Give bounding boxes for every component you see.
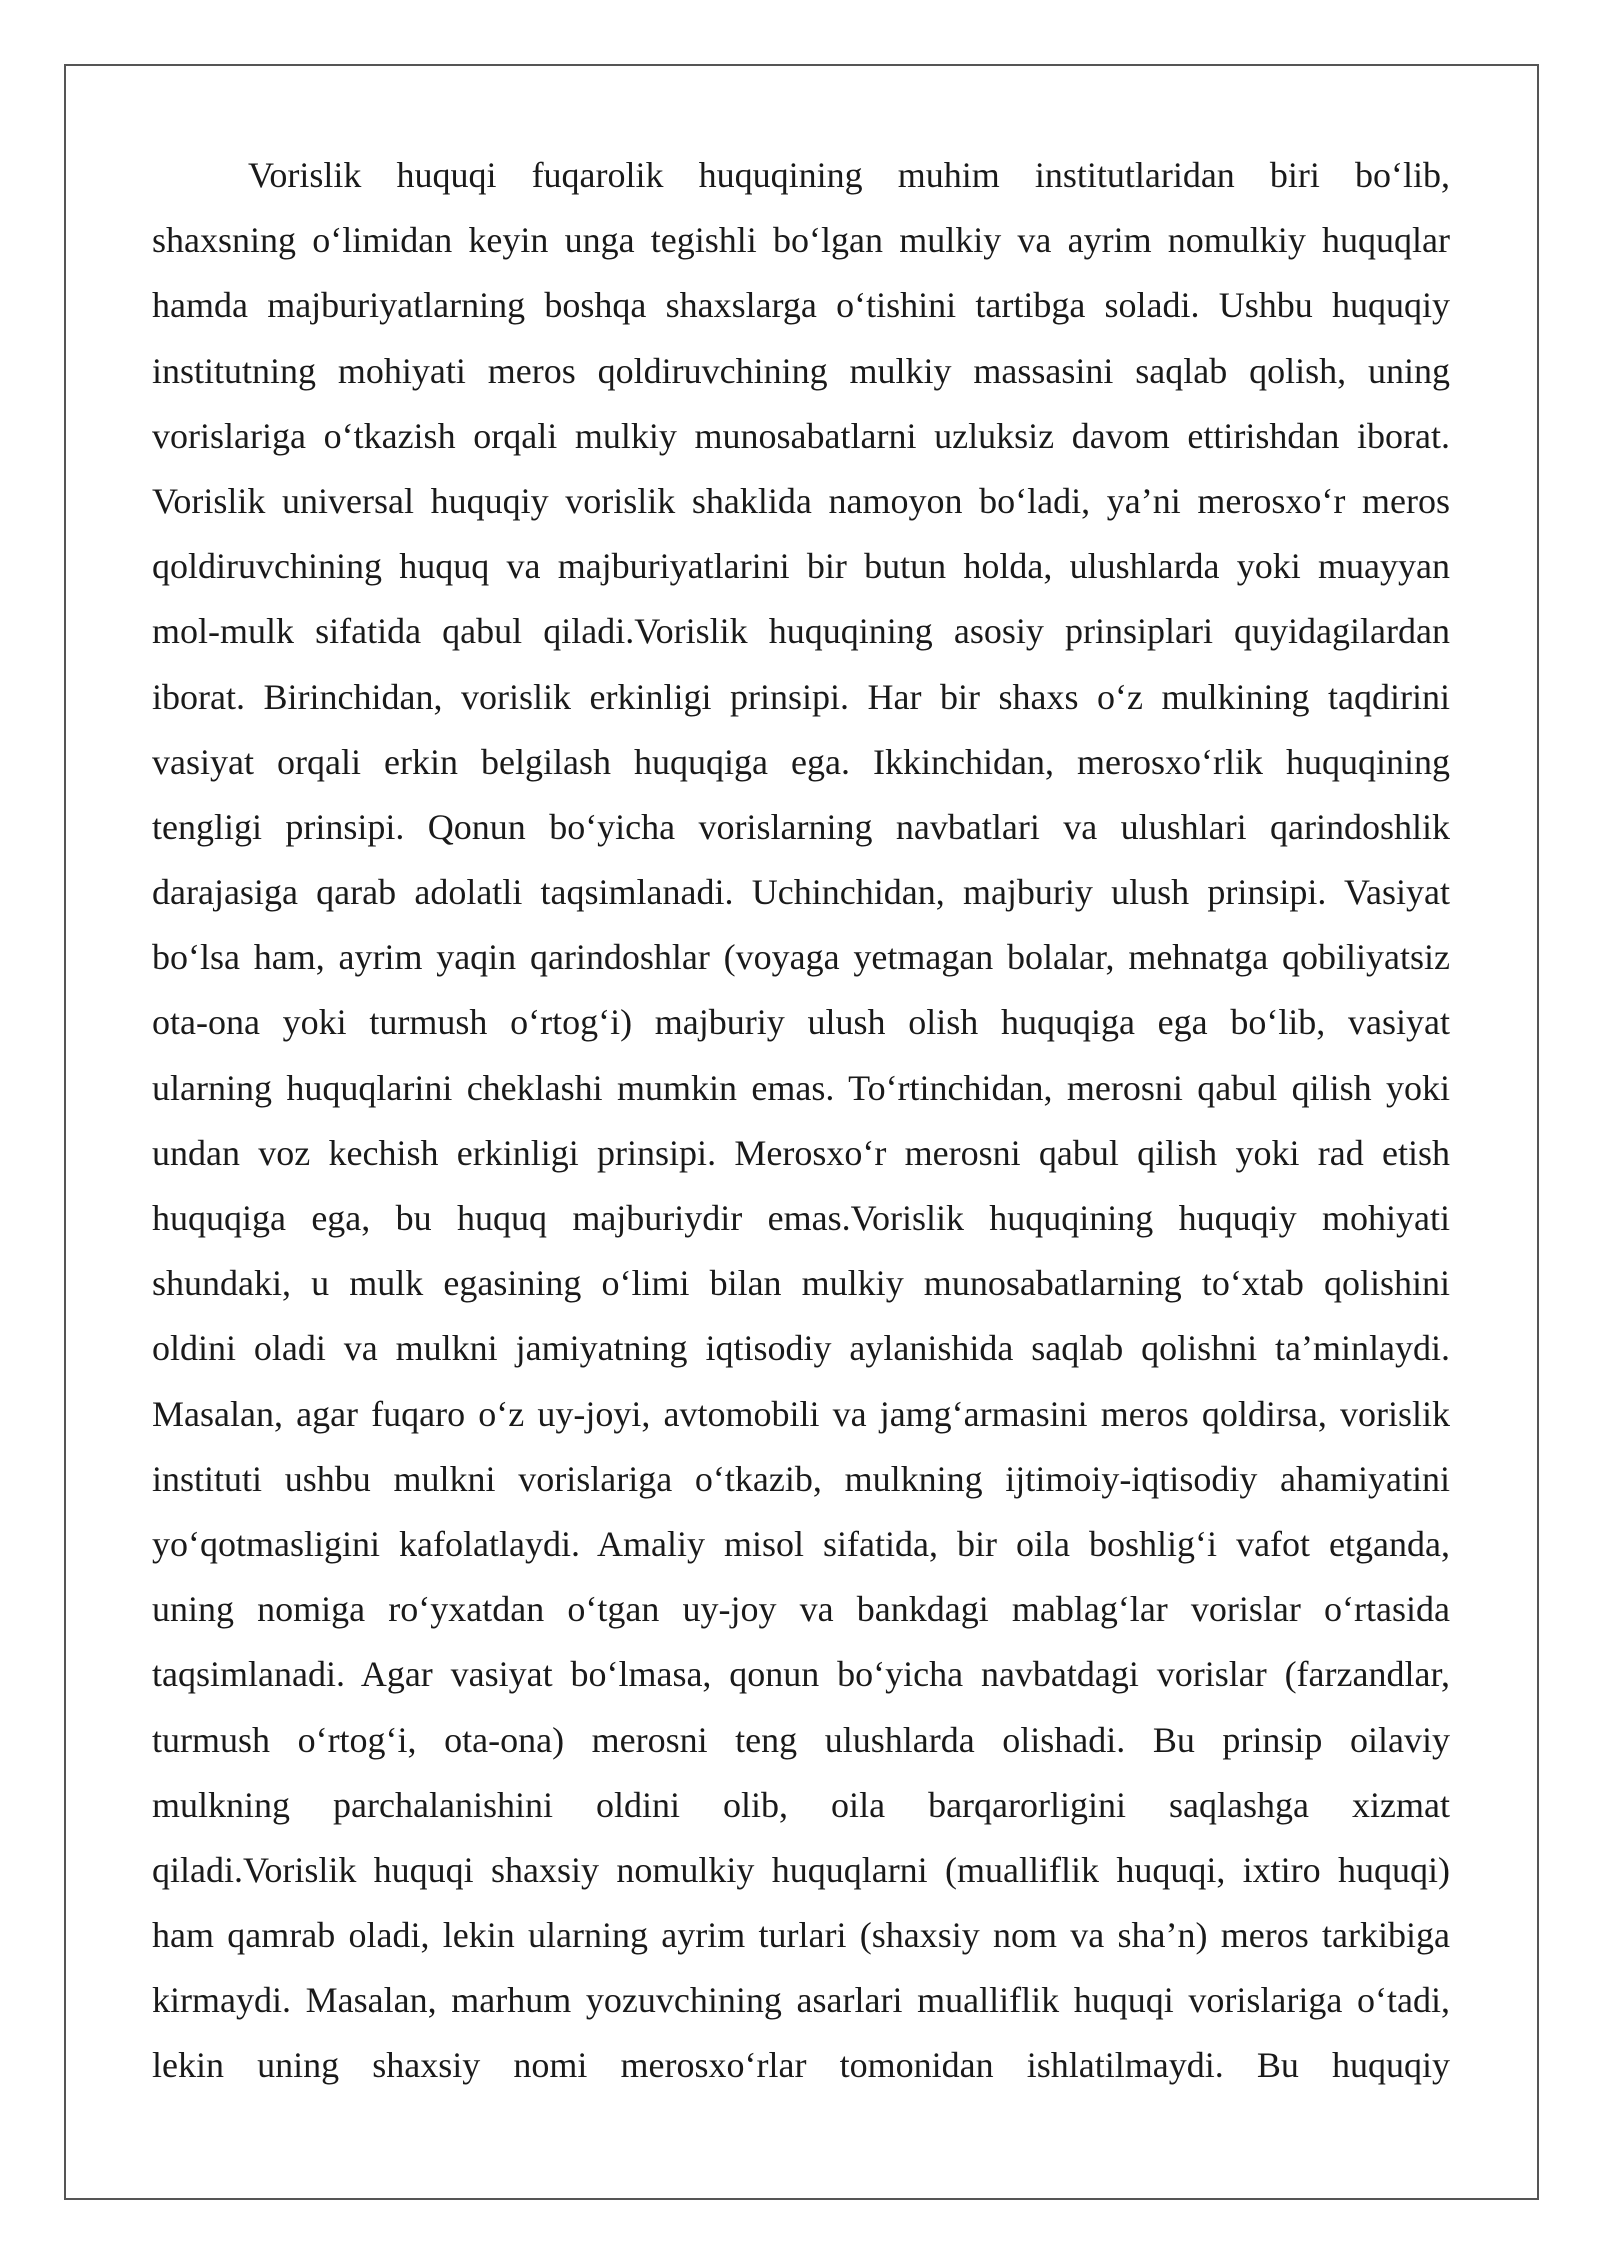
- text-line: darajasiga qarab adolatli taqsimlanadi. Uchinchidan, majburiy ulush prinsipi. Vasiyat: [152, 872, 1450, 913]
- text-line: Vorislik universal huquqiy vorislik shaklida namoyon bo‘ladi, ya’ni merosxo‘r meros: [152, 480, 1450, 521]
- text-line: vorislariga o‘tkazish orqali mulkiy munosabatlarni uzluksiz davom ettirishdan iborat.: [152, 415, 1450, 456]
- text-line: ota-ona yoki turmush o‘rtog‘i) majburiy ulush olish huquqiga ega bo‘lib, vasiyat: [152, 1002, 1450, 1043]
- text-line: instituti ushbu mulkni vorislariga o‘tkazib, mulkning ijtimoiy-iqtisodiy ahamiyatini: [152, 1458, 1450, 1499]
- body-paragraph: [152, 146, 1450, 2102]
- text-line: taqsimlanadi. Agar vasiyat bo‘lmasa, qonun bo‘yicha navbatdagi vorislar (farzandlar,: [152, 1654, 1450, 1695]
- text-line: ularning huquqlarini cheklashi mumkin emas. To‘rtinchidan, merosni qabul qilish yoki: [152, 1067, 1450, 1108]
- text-line: kirmaydi. Masalan, marhum yozuvchining asarlari mualliflik huquqi vorislariga o‘tadi,: [152, 1980, 1450, 2021]
- text-line: mol-mulk sifatida qabul qiladi.Vorislik huquqining asosiy prinsiplari quyidagilardan: [152, 611, 1450, 652]
- text-line: ham qamrab oladi, lekin ularning ayrim turlari (shaxsiy nom va sha’n) meros tarkibiga: [152, 1915, 1450, 1956]
- text-line: bo‘lsa ham, ayrim yaqin qarindoshlar (voyaga yetmagan bolalar, mehnatga qobiliyatsiz: [152, 937, 1450, 978]
- text-line: iborat. Birinchidan, vorislik erkinligi prinsipi. Har bir shaxs o‘z mulkining taqdirini: [152, 676, 1450, 717]
- text-line: oldini oladi va mulkni jamiyatning iqtisodiy aylanishida saqlab qolishni ta’minlaydi.: [152, 1328, 1450, 1369]
- text-line: Vorislik huquqi fuqarolik huquqining muhim institutlaridan biri bo‘lib,: [248, 155, 1450, 195]
- text-line: Masalan, agar fuqaro o‘z uy-joyi, avtomobili va jamg‘armasini meros qoldirsa, vorislik: [152, 1393, 1450, 1434]
- text-line: qiladi.Vorislik huquqi shaxsiy nomulkiy huquqlarni (mualliflik huquqi, ixtiro huquqi): [152, 1849, 1450, 1890]
- text-line: huquqiga ega, bu huquq majburiydir emas.Vorislik huquqining huquqiy mohiyati: [152, 1198, 1450, 1238]
- text-line: vasiyat orqali erkin belgilash huquqiga ega. Ikkinchidan, merosxo‘rlik huquqining: [152, 741, 1450, 782]
- text-line: tengligi prinsipi. Qonun bo‘yicha vorislarning navbatlari va ulushlari qarindoshlik: [152, 806, 1450, 847]
- text-line: qoldiruvchining huquq va majburiyatlarini bir butun holda, ulushlarda yoki muayyan: [152, 546, 1450, 587]
- text-line: turmush o‘rtog‘i, ota-ona) merosni teng ulushlarda olishadi. Bu prinsip oilaviy: [152, 1719, 1450, 1760]
- text-line: mulkning parchalanishini oldini olib, oila barqarorligini saqlashga xizmat: [152, 1784, 1450, 1825]
- text-line: shundaki, u mulk egasining o‘limi bilan mulkiy munosabatlarning to‘xtab qolishini: [152, 1263, 1450, 1304]
- text-line: institutning mohiyati meros qoldiruvchining mulkiy massasini saqlab qolish, uning: [152, 350, 1450, 391]
- text-line: undan voz kechish erkinligi prinsipi. Merosxo‘r merosni qabul qilish yoki rad etish: [152, 1132, 1450, 1173]
- text-line: shaxsning o‘limidan keyin unga tegishli bo‘lgan mulkiy va ayrim nomulkiy huquqlar: [152, 220, 1450, 261]
- text-line: yo‘qotmasligini kafolatlaydi. Amaliy misol sifatida, bir oila boshlig‘i vafot etganda,: [152, 1523, 1450, 1564]
- text-line: uning nomiga ro‘yxatdan o‘tgan uy-joy va bankdagi mablag‘lar vorislar o‘rtasida: [152, 1589, 1450, 1630]
- text-line: hamda majburiyatlarning boshqa shaxslarga o‘tishini tartibga soladi. Ushbu huquqiy: [152, 285, 1450, 326]
- text-line: lekin uning shaxsiy nomi merosxo‘rlar tomonidan ishlatilmaydi. Bu huquqiy: [152, 2045, 1450, 2086]
